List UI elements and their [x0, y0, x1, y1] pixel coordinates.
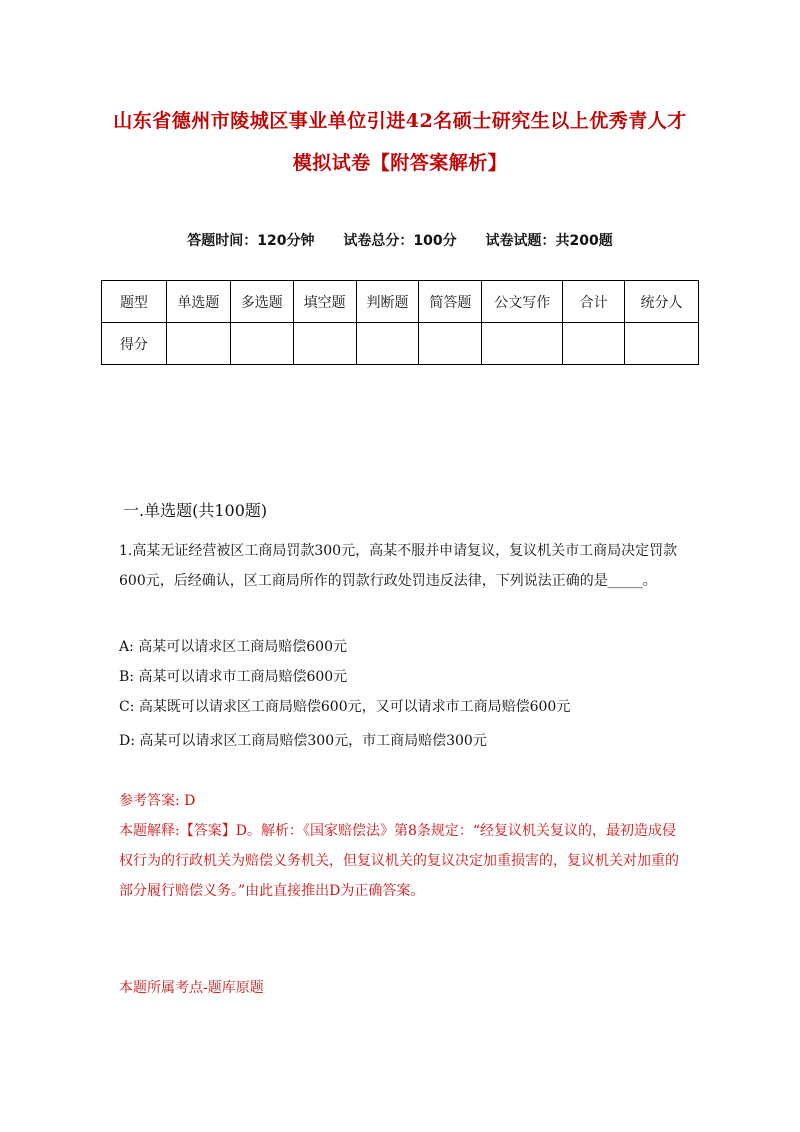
knowledge-point: 本题所属考点-题库原题	[119, 980, 264, 996]
header-cell-short-answer: 简答题	[419, 281, 482, 323]
option-d: D: 高某可以请求区工商局赔偿300元，市工商局赔偿300元	[119, 733, 487, 749]
score-cell	[293, 323, 356, 365]
reference-answer: 参考答案: D	[119, 793, 196, 809]
header-cell-single-choice: 单选题	[166, 281, 230, 323]
section-title: 一.单选题(共100题)	[123, 501, 268, 520]
score-cell	[482, 323, 563, 365]
option-c: C: 高某既可以请求区工商局赔偿600元，又可以请求市工商局赔偿600元	[119, 699, 571, 715]
header-cell-multiple-choice: 多选题	[230, 281, 293, 323]
exam-question-count: 试卷试题：共200题	[485, 233, 613, 249]
exam-total-score: 试卷总分：100分	[343, 233, 457, 249]
option-b: B: 高某可以请求市工商局赔偿600元	[119, 669, 348, 685]
page-title-line2: 模拟试卷【附答案解析】	[292, 152, 508, 174]
header-cell-true-false: 判断题	[356, 281, 419, 323]
row-label-score: 得分	[102, 323, 167, 365]
exam-time: 答题时间：120分钟	[187, 233, 315, 249]
header-cell-fill-blank: 填空题	[293, 281, 356, 323]
score-cell	[419, 323, 482, 365]
option-a: A: 高某可以请求区工商局赔偿600元	[119, 639, 347, 655]
score-cell	[166, 323, 230, 365]
header-cell-scorer: 统分人	[625, 281, 699, 323]
score-cell	[563, 323, 625, 365]
score-cell	[356, 323, 419, 365]
exam-info	[0, 230, 800, 250]
score-cell	[230, 323, 293, 365]
header-cell-document-writing: 公文写作	[482, 281, 563, 323]
header-cell-total: 合计	[563, 281, 625, 323]
score-table-score-row	[102, 323, 699, 365]
score-table-header-row	[102, 281, 699, 323]
score-table	[101, 280, 699, 365]
score-cell	[625, 323, 699, 365]
header-cell-type: 题型	[102, 281, 167, 323]
question-stem: 1.高某无证经营被区工商局罚款300元，高某不服并申请复议，复议机关市工商局决定罚款600元，后经确认，区工商局所作的罚款行政处罚违反法律，下列说法正确的是_____。	[119, 543, 678, 589]
page-title-line1: 山东省德州市陵城区事业单位引进42名硕士研究生以上优秀青人才	[113, 110, 687, 132]
answer-explanation: 本题解释:【答案】D。解析：《国家赔偿法》第8条规定：“经复议机关复议的，最初造成侵权行为的行政机关为赔偿义务机关，但复议机关的复议决定加重损害的，复议机关对加重的部分履行赔偿义务。”由此直接推出D为正确答案。	[119, 823, 679, 899]
